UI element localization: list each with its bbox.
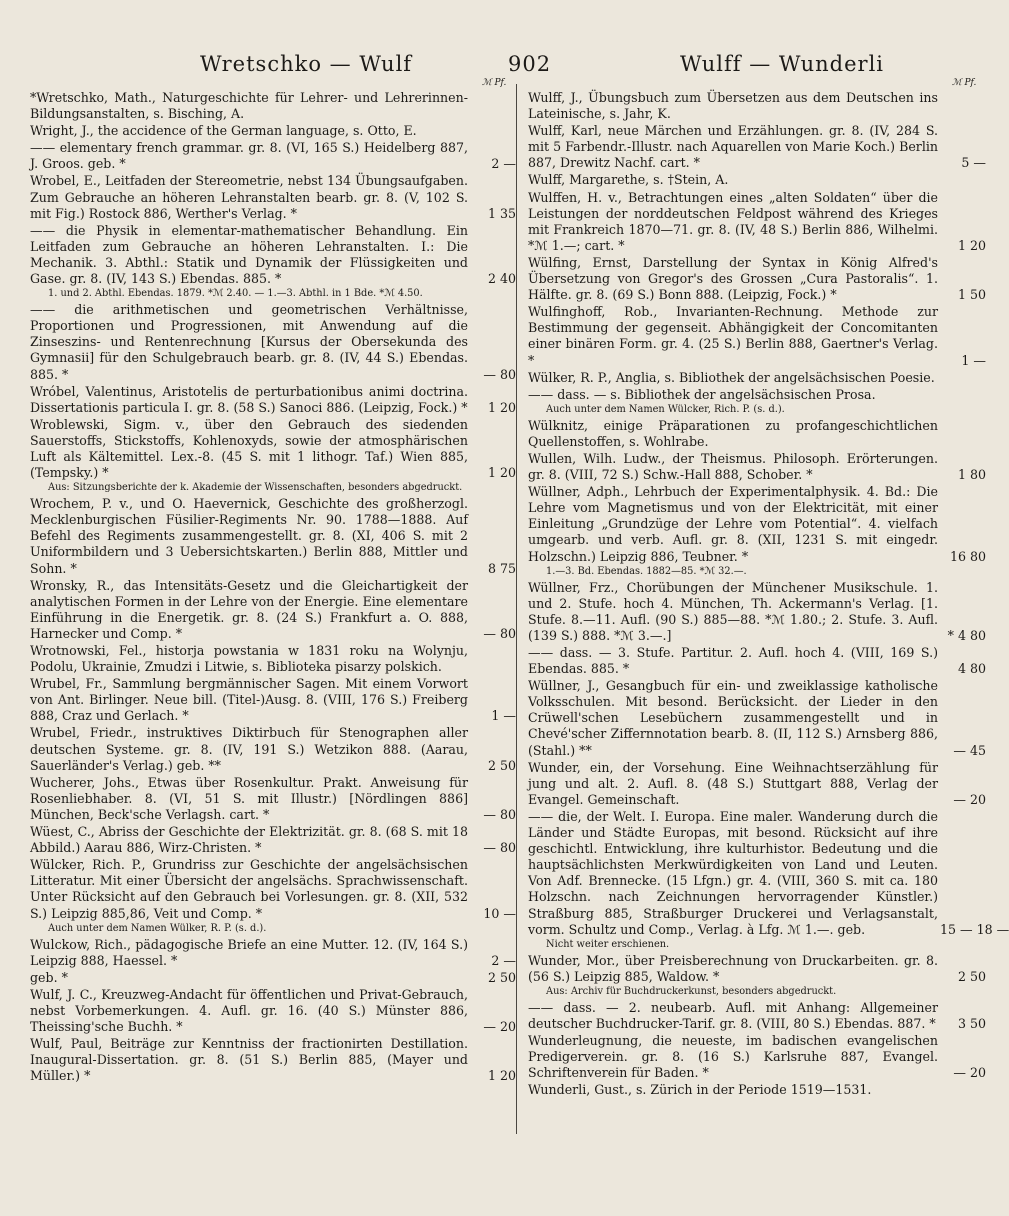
entry-text: Wucherer, Johs., Etwas über Rosenkultur. Prakt. Anweisung für Rosenliebhaber. 8. (VI, 51 S. mit Illustr.) [Nördlingen 886] München, Beck'sche Verlagsh. cart. * [30,774,468,822]
entry-price: 1 20 [957,237,986,253]
entry-text: Wrubel, Friedr., instruktives Diktirbuch für Stenographen aller deutschen Systeme. gr. 8. (IV, 191 S.) Wetzikon 888. (Aarau, Sauerländer's Verlag.) geb. ** [30,725,468,773]
price-unit-left: ℳ Pf. [482,78,507,88]
catalog-entry [528,304,986,368]
entry-price: 1 20 [487,465,516,481]
entry-price: 1 — [961,352,986,368]
entry-text: Wrochem, P. v., und O. Haevernick, Geschichte des großherzogl. Mecklenburgischen Füsilier-Regiments Nr. 90. 1788—1888. Auf Befehl des Regiments zusammengestellt. gr. 8. (XI, 406 S. mit 2 Uniformbildern und 3 Uebersichtskarten.) Berlin 888, Mittler und Sohn. * [30,496,468,576]
entry-text: Wülfing, Ernst, Darstellung der Syntax in König Alfred's Übersetzung von Gregor's des Grossen „Cura Pastoralis“. 1. Hälfte. gr. 8. (69 S.) Bonn 888. (Leipzig, Fock.) * [528,254,938,303]
entry-price: 2 — [491,156,516,172]
entry-text: Wróbel, Valentinus, Aristotelis de perturbationibus animi doctrina. Dissertationis particula I. gr. 8. (58 S.) Sanoci 886. (Leipzig, Fock.) * [30,383,468,415]
entry-text: Wülker, R. P., Anglia, s. Bibliothek der angelsächsischen Poesie. [528,369,935,385]
entry-note: Nicht weiter erschienen. [546,938,670,950]
entry-price: — 45 [953,742,986,758]
entry-text: Wulfinghoff, Rob., Invarianten-Rechnung. Methode zur Bestimmung der gegenseit. Abhängigkeit der Concomitanten einer binären Form. gr. 4. (25 S.) Berlin 888, Gaertner's Verlag. * [528,304,938,368]
entry-text: *Wretschko, Math., Naturgeschichte für Lehrer- und Lehrerinnen-Bildungsanstalten, s. Bisching, A. [30,90,468,122]
entry-price: 1 35 [487,205,516,221]
entry-text: Wulf, J. C., Kreuzweg-Andacht für öffentlichen und Privat-Gebrauch, nebst Vorbemerkungen. 4. Aufl. gr. 16. (40 S.) Münster 886, Theissing'sche Buchh. * [30,986,468,1035]
catalog-entry [528,678,986,758]
entry-price: * 4 80 [947,627,986,643]
catalog-entry [528,580,986,644]
column-divider [516,84,517,1134]
catalog-entry [30,643,516,675]
catalog-entry [30,496,516,576]
catalog-entry [30,123,516,139]
catalog-entry [528,1033,986,1081]
entry-text: Wrotnowski, Fel., historja powstania w 1831 roku na Wolynju, Podolu, Ukrainie, Zmudzi i Litwie, s. Biblioteka pisarzy polskich. [30,643,468,675]
catalog-entry [30,140,516,172]
entry-text: Wüllner, Adph., Lehrbuch der Experimentalphysik. 4. Bd.: Die Lehre vom Magnetismus und von der Elektricität, mit einer Einleitung „Grundzüge der Lehre vom Potential“. 4. vielfach umgearb. und verb. Aufl. gr. 8. (XII, 1231 S. mit eingedr. Holzschn.) Leipzig 886, Teubner. * [528,484,938,564]
entry-text: Wulff, Margarethe, s. †Stein, A. [528,172,729,188]
entry-note: Auch unter dem Namen Wülcker, Rich. P. (s. d.). [546,403,785,415]
catalog-entry [30,824,516,856]
entry-price: — 20 [953,791,986,807]
catalog-entry [528,1082,986,1098]
entry-price: 2 — [491,952,516,968]
catalog-entry [30,775,516,823]
catalog-entry [30,987,516,1035]
entry-price: — 20 [483,1019,516,1035]
entry-text: Wrobel, E., Leitfaden der Stereometrie, nebst 134 Übungsaufgaben. Zum Gebrauche an höheren Lehranstalten bearb. gr. 8. (V, 102 S. mit Fig.) Rostock 886, Werther's Verlag. * [30,173,468,221]
entry-note: Aus: Sitzungsberichte der k. Akademie der Wissenschaften, besonders abgedruckt. [48,482,463,494]
entry-price: 3 50 [957,1015,986,1031]
catalog-entry [528,484,986,564]
entry-text: Wrubel, Fr., Sammlung bergmännischer Sagen. Mit einem Vorwort von Ant. Birlinger. Neue bill. (Titel-)Ausg. 8. (VIII, 176 S.) Freiberg 888, Craz und Gerlach. * [30,676,468,724]
entry-text: Wronsky, R., das Intensitäts-Gesetz und die Gleichartigkeit der analytischen Formen in der Lehre von der Energie. Eine elementare Einführung in die Energetik. gr. 8. (24 S.) Frankfurt a. O. 888, Harnecker und Comp. * [30,577,468,641]
entry-text: —— dass. — s. Bibliothek der angelsächsischen Prosa. [528,386,876,402]
entry-text: Wright, J., the accidence of the German language, s. Otto, E. [30,123,417,139]
entry-text: Wunderli, Gust., s. Zürich in der Periode 1519—1531. [528,1082,872,1098]
entry-text: —— elementary french grammar. gr. 8. (VI, 165 S.) Heidelberg 887, J. Groos. geb. * [30,140,468,172]
entry-text: Wullen, Wilh. Ludw., der Theismus. Philosoph. Erörterungen. gr. 8. (VIII, 72 S.) Schw.-Hall 888, Schober. * [528,450,938,483]
catalog-entry [528,418,986,450]
entry-price: 2 40 [487,271,516,287]
entry-note: Auch unter dem Namen Wülker, R. P. (s. d.). [48,922,267,934]
catalog-entry [30,676,516,724]
entry-price: 2 50 [487,969,516,985]
catalog-entry [528,808,1009,938]
left-column [30,90,516,1085]
entry-text: Wulffen, H. v., Betrachtungen eines „alten Soldaten“ über die Leistungen der norddeutschen Feldpost während des Krieges mit Frankreich 1870—71. gr. 8. (IV, 48 S.) Berlin 886, Wilhelmi. *ℳ 1.—; cart. * [528,189,938,253]
catalog-entry [528,123,986,171]
entry-text: Wroblewski, Sigm. v., über den Gebrauch des siedenden Sauerstoffs, Stickstoffs, Kohlenoxyds, sowie der atmosphärischen Luft als Kältemittel. Lex.-8. (45 S. mit 1 lithogr. Taf.) Wien 885, (Tempsky.) * [30,416,468,481]
entry-text: geb. * [30,969,68,985]
running-head-right: Wulff — Wunderli [680,52,884,76]
entry-price: — 80 [483,806,516,822]
entry-price: 10 — [483,905,516,921]
entry-text: Wülknitz, einige Präparationen zu profangeschichtlichen Quellenstoffen, s. Wohlrabe. [528,417,938,449]
catalog-entry [30,937,516,969]
catalog-entry [528,190,986,254]
entry-price: 5 — [961,155,986,171]
entry-text: —— die Physik in elementar-mathematischer Behandlung. Ein Leitfaden zum Gebrauche an höheren Lehranstalten. I.: Die Mechanik. 3. Abthl.: Statik und Dynamik der Flüssigkeiten und Gase. gr. 8. (IV, 143 S.) Ebendas. 885. * [30,222,468,287]
entry-price: 1 80 [957,467,986,483]
entry-text: —— die, der Welt. I. Europa. Eine maler. Wanderung durch die Länder und Städte Europas, mit besond. Rücksicht auf ihre geschichtl. Entwicklung, ihre kulturhistor. Bedeutung und die hauptsächlichsten Merkwürdigkeiten von Land und Leuten. Von Adf. Brennecke. (15 Lfgn.) gr. 4. (VIII, 360 S. mit ca. 180 Holzschn. nach Zeichnungen hervorragender Künstler.) Straßburg 885, Straßburger Druckerei und Verlagsanstalt, vorm. Schultz und Comp., Verlag. à Lfg. ℳ 1.—. geb. [528,808,938,937]
entry-price: 4 80 [957,661,986,677]
entry-text: Wulckow, Rich., pädagogische Briefe an eine Mutter. 12. (IV, 164 S.) Leipzig 888, Haessel. * [30,936,468,968]
entry-text: Wüllner, J., Gesangbuch für ein- und zweiklassige katholische Volksschulen. Mit besond. Berücksicht. der Lieder in den Crüwell'schen Lesebüchern zusammengestellt und in Chevé'scher Ziffernnotation bearb. 8. (II, 112 S.) Arnsberg 886, (Stahl.) ** [528,678,938,758]
catalog-entry [30,384,516,416]
catalog-entry [528,90,986,122]
entry-price: 2 50 [957,968,986,984]
entry-text: Wunder, Mor., über Preisberechnung von Druckarbeiten. gr. 8. (56 S.) Leipzig 885, Waldow. * [528,952,938,984]
catalog-entry [30,302,516,382]
catalog-entry [30,417,516,481]
entry-price: 1 50 [957,287,986,303]
entry-text: Wülcker, Rich. P., Grundriss zur Geschichte der angelsächsischen Litteratur. Mit einer Übersicht der angelsächs. Sprachwissenschaft. Unter Rücksicht auf den Gebrauch bei Vorlesungen. gr. 8. (XII, 532 S.) Leipzig 885,86, Veit und Comp. * [30,857,468,921]
catalog-entry [528,1000,986,1032]
entry-text: —— die arithmetischen und geometrischen Verhältnisse, Proportionen und Progressionen, mit Anwendung auf die Zinseszins- und Rentenrechnung [Kursus der Obersekunda des Gymnasii] für den Schulgebrauch bearb. gr. 8. (IV, 44 S.) Ebendas. 885. * [30,302,468,382]
catalog-entry [528,172,986,188]
catalog-entry [528,645,986,677]
entry-text: Wulf, Paul, Beiträge zur Kenntniss der fractionirten Destillation. Inaugural-Dissertation. gr. 8. (51 S.) Berlin 885, (Mayer und Müller.) * [30,1036,468,1084]
entry-text: Wüllner, Frz., Chorübungen der Münchener Musikschule. 1. und 2. Stufe. hoch 4. München, Th. Ackermann's Verlag. [1. Stufe. 8.—11. Aufl. (90 S.) 885—88. *ℳ 1.80.; 2. Stufe. 3. Aufl. (139 S.) 888. *ℳ 3.—.] [528,579,938,643]
catalog-entry [528,255,986,303]
entry-price: 16 80 [949,548,986,564]
entry-text: Wunderleugnung, die neueste, im badischen evangelischen Predigerverein. gr. 8. (16 S.) Karlsruhe 887, Evangel. Schriftenverein für Baden. * [528,1033,938,1081]
entry-price: — 80 [483,366,516,382]
catalog-entry [528,953,986,985]
entry-price: 1 — [491,708,516,724]
entry-price: 1 20 [487,1068,516,1084]
entry-text: Wulff, J., Übungsbuch zum Übersetzen aus dem Deutschen ins Lateinische, s. Jahr, K. [528,90,938,122]
catalog-entry [30,1036,516,1084]
catalog-entry [30,857,516,921]
entry-text: —— dass. — 3. Stufe. Partitur. 2. Aufl. hoch 4. (VIII, 169 S.) Ebendas. 885. * [528,645,938,677]
entry-note: Aus: Archiv für Buchdruckerkunst, besonders abgedruckt. [546,985,837,997]
catalog-entry [528,760,986,808]
entry-text: Wüest, C., Abriss der Geschichte der Elektrizität. gr. 8. (68 S. mit 18 Abbild.) Aarau 886, Wirz-Christen. * [30,824,468,856]
price-unit-right: ℳ Pf. [952,78,977,88]
entry-price: 15 — 18 — [940,921,1009,937]
entry-text: Wulff, Karl, neue Märchen und Erzählungen. gr. 8. (IV, 284 S. mit 5 Farbendr.-Illustr. nach Aquarellen von Marie Koch.) Berlin 887, Drewitz Nachf. cart. * [528,123,938,171]
entry-price: 2 50 [487,757,516,773]
catalog-entry [30,223,516,287]
running-head-left: Wretschko — Wulf [200,52,413,76]
entry-price: 1 20 [487,399,516,415]
catalog-entry [30,173,516,221]
entry-price: 8 75 [487,560,516,576]
catalog-entry [528,387,986,403]
entry-note: 1. und 2. Abthl. Ebendas. 1879. *ℳ 2.40. — 1.—3. Abthl. in 1 Bde. *ℳ 4.50. [48,288,423,300]
entry-text: —— dass. — 2. neubearb. Aufl. mit Anhang: Allgemeiner deutscher Buchdrucker-Tarif. gr. 8. (VIII, 80 S.) Ebendas. 887. * [528,999,938,1031]
catalog-entry [30,578,516,642]
entry-price: — 80 [483,625,516,641]
catalog-entry [30,725,516,773]
page-number: 902 [508,52,552,76]
entry-note: 1.—3. Bd. Ebendas. 1882—85. *ℳ 32.—. [546,565,747,577]
entry-price: — 80 [483,840,516,856]
catalog-entry [30,970,516,986]
catalog-entry [528,451,986,483]
entry-text: Wunder, ein, der Vorsehung. Eine Weihnachtserzählung für jung und alt. 2. Aufl. 8. (48 S.) Stuttgart 888, Verlag der Evangel. Gemeinschaft. [528,759,938,807]
entry-price: — 20 [953,1065,986,1081]
catalog-entry [30,90,516,122]
right-column [528,90,1009,1099]
catalog-entry [528,370,986,386]
